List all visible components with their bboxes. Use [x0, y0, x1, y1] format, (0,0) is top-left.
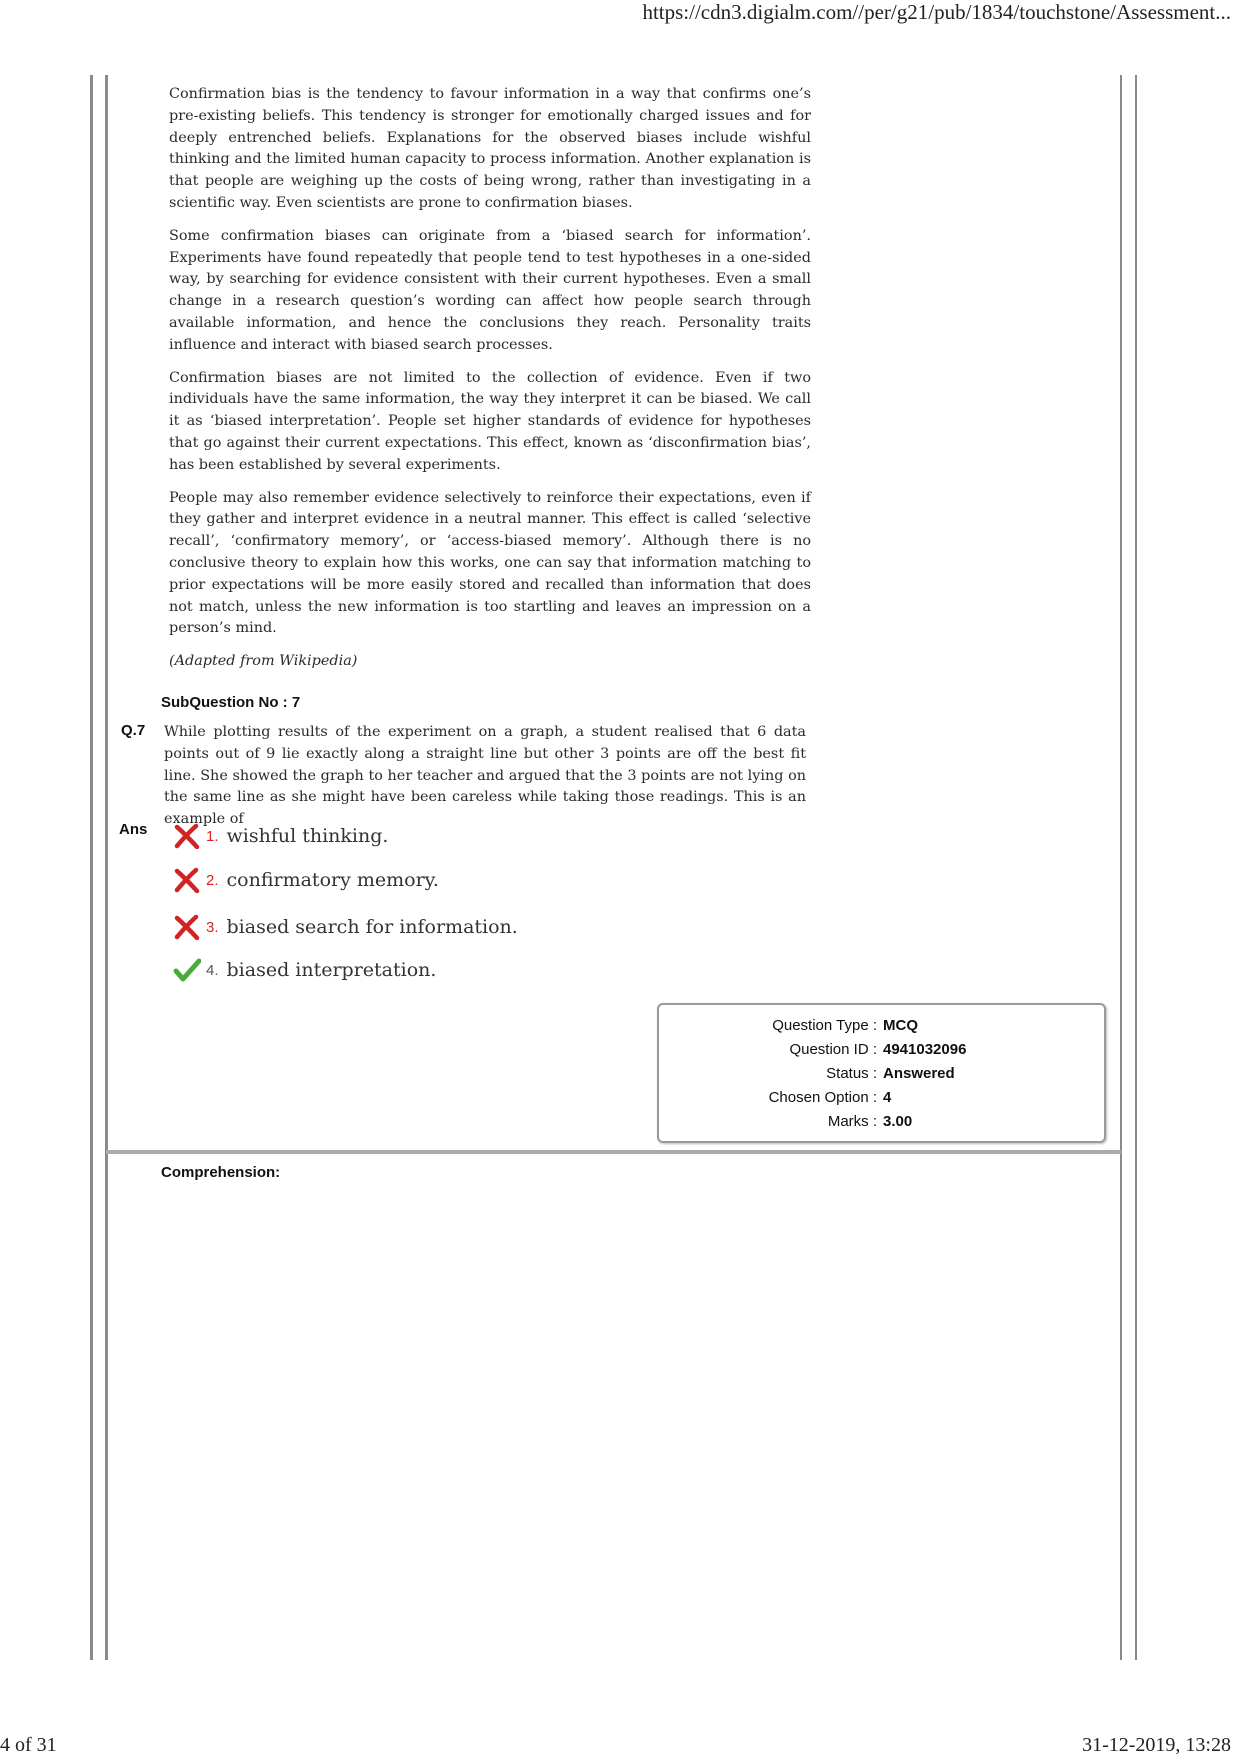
option-text: confirmatory memory. [226, 869, 439, 891]
comprehension-label: Comprehension: [161, 1164, 281, 1181]
option-2 [173, 867, 439, 893]
chosen-option-label: Chosen Option : [768, 1089, 877, 1106]
marks-value: 3.00 [883, 1113, 913, 1130]
cross-icon [173, 914, 201, 940]
passage-paragraph: Confirmation biases are not limited to the collection of evidence. Even if two individuals have the same information, the way they interpret it can be biased. We call it as ‘biased interpretation’. People set higher standards of evidence for hypotheses that go against their current expectations. This effect, known as ‘disconfirmation bias’, has been established by several experiments. [169, 369, 811, 473]
marks-label: Marks : [827, 1113, 877, 1130]
option-text: wishful thinking. [226, 825, 389, 847]
option-number: 1. [206, 827, 219, 845]
option-4 [173, 957, 436, 983]
question-info-box [657, 1003, 1106, 1143]
option-number: 2. [206, 871, 219, 889]
subquestion-label: SubQuestion No : 7 [161, 694, 301, 711]
left-rule-inner [105, 75, 108, 1660]
right-rule-outer [1135, 75, 1137, 1660]
section-divider [106, 1150, 1121, 1154]
option-text: biased search for information. [226, 916, 518, 938]
cross-icon [173, 867, 201, 893]
question-type-value: MCQ [883, 1017, 918, 1034]
passage-source: (Adapted from Wikipedia) [169, 653, 358, 670]
question-id-value: 4941032096 [883, 1041, 967, 1058]
status-label: Status : [826, 1065, 877, 1082]
chosen-option-value: 4 [883, 1089, 892, 1106]
option-1 [173, 823, 388, 849]
answer-label: Ans [119, 821, 148, 838]
question-id-label: Question ID : [789, 1041, 877, 1058]
option-text: biased interpretation. [226, 959, 437, 981]
page-url: https://cdn3.digialm.com//per/g21/pub/1834/touchstone/Assessment... [642, 0, 1231, 24]
comprehension-passage [169, 84, 811, 684]
page-count: 4 of 31 [0, 1734, 57, 1756]
print-datetime: 31-12-2019, 13:28 [1082, 1734, 1231, 1756]
question-number: Q.7 [121, 722, 146, 739]
option-number: 4. [206, 961, 219, 979]
passage-paragraph: Some confirmation biases can originate from a ‘biased search for information’. Experiments have found repeatedly that people tend to test hypotheses in a one-sided way, by searching for evidence consistent with their current hypotheses. Even a small change in a research question’s wording can affect how people search through available information, and hence the conclusions they reach. Personality traits influence and interact with biased search processes. [169, 227, 811, 353]
question-type-label: Question Type : [772, 1017, 877, 1034]
passage-paragraph: People may also remember evidence selectively to reinforce their expectations, even if they gather and interpret evidence in a neutral manner. This effect is called ‘selective recall’, ‘confirmatory memory’, or ‘access-biased memory’. Although there is no conclusive theory to explain how this works, one can say that information matching to prior expectations will be more easily stored and recalled than information that does not match, unless the new information is too startling and leaves an impression on a person’s mind. [169, 489, 811, 637]
right-rule-inner [1120, 75, 1122, 1660]
left-rule-outer [90, 75, 93, 1660]
option-number: 3. [206, 918, 219, 936]
checkmark-icon [173, 957, 201, 983]
status-value: Answered [883, 1065, 955, 1082]
question-text: While plotting results of the experiment on a graph, a student realised that 6 data points out of 9 lie exactly along a straight line but other 3 points are off the best fit line. She showed the graph to her teacher and argued that the 3 points are not lying on the same line as she might have been careless while taking those readings. This is an example of [164, 724, 806, 828]
option-3 [173, 914, 518, 940]
cross-icon [173, 823, 201, 849]
passage-paragraph: Confirmation bias is the tendency to favour information in a way that confirms one’s pre-existing beliefs. This tendency is stronger for emotionally charged issues and for deeply entrenched beliefs. Explanations for the observed biases include wishful thinking and the limited human capacity to process information. Another explanation is that people are weighing up the costs of being wrong, rather than investigating in a scientific way. Even scientists are prone to confirmation biases. [169, 86, 811, 211]
